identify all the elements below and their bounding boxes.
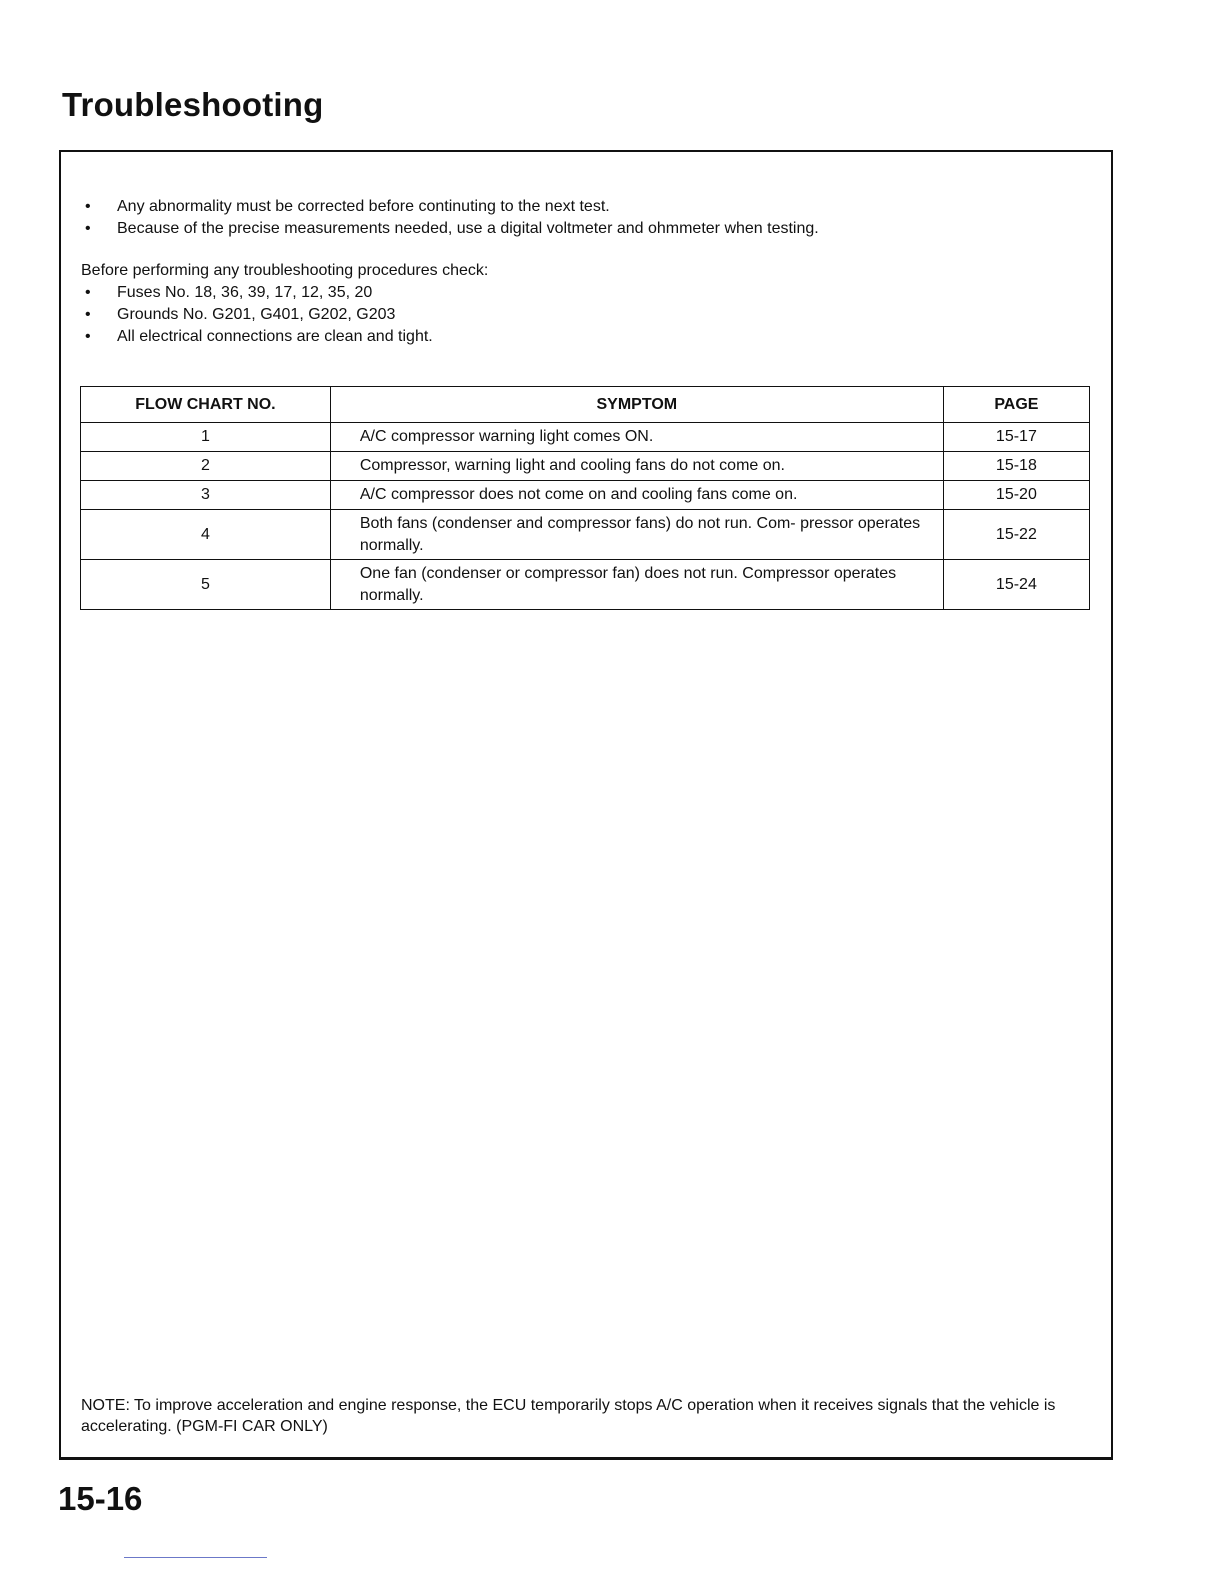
flow-chart-no-cell: 3 <box>81 481 331 510</box>
flow-chart-no-cell: 1 <box>81 423 331 452</box>
symptom-cell: A/C compressor warning light comes ON. <box>330 423 943 452</box>
header-page: PAGE <box>943 387 1089 423</box>
note-text: Any abnormality must be corrected before continuting to the next test. <box>117 198 610 215</box>
footnote-note: NOTE: To improve acceleration and engine response, the ECU temporarily stops A/C operation when it receives signals that the vehicle is accelerating. (PGM-FI CAR ONLY) <box>81 1397 1056 1435</box>
page-ref-cell: 15-22 <box>943 510 1089 560</box>
header-symptom: SYMPTOM <box>330 387 943 423</box>
symptom-cell: Both fans (condenser and compressor fans) do not run. Com- pressor operates normally. <box>330 510 943 560</box>
pre-check-intro: Before performing any troubleshooting procedures check: <box>81 262 489 279</box>
table-row <box>81 481 1090 510</box>
bullet-icon: • <box>85 284 91 301</box>
list-item <box>81 282 488 304</box>
table-row <box>81 452 1090 481</box>
page-ref-cell: 15-24 <box>943 560 1089 610</box>
content-frame <box>59 150 1113 1460</box>
bullet-icon: • <box>85 220 91 237</box>
page-ref-cell: 15-20 <box>943 481 1089 510</box>
table-header-row <box>81 387 1090 423</box>
pre-check-list <box>81 282 488 348</box>
pre-check-section <box>81 260 488 348</box>
symptom-cell: One fan (condenser or compressor fan) does not run. Compressor operates normally. <box>330 560 943 610</box>
list-item <box>81 196 819 218</box>
symptom-cell: Compressor, warning light and cooling fans do not come on. <box>330 452 943 481</box>
flow-chart-no-cell: 4 <box>81 510 331 560</box>
general-notes-list <box>81 196 819 240</box>
bullet-icon: • <box>85 198 91 215</box>
symptom-cell: A/C compressor does not come on and cooling fans come on. <box>330 481 943 510</box>
decorative-rule <box>124 1557 267 1558</box>
bullet-icon: • <box>85 306 91 323</box>
list-item <box>81 326 488 348</box>
symptom-table <box>80 386 1090 610</box>
bullet-icon: • <box>85 328 91 345</box>
page-ref-cell: 15-18 <box>943 452 1089 481</box>
note-text: Because of the precise measurements needed, use a digital voltmeter and ohmmeter when testing. <box>117 220 819 237</box>
page-number: 15-16 <box>58 1480 143 1517</box>
flow-chart-no-cell: 2 <box>81 452 331 481</box>
table-row <box>81 560 1090 610</box>
table-row <box>81 510 1090 560</box>
page-ref-cell: 15-17 <box>943 423 1089 452</box>
pre-check-item-fuses: Fuses No. 18, 36, 39, 17, 12, 35, 20 <box>117 284 373 301</box>
list-item <box>81 218 819 240</box>
pre-check-item-connections: All electrical connections are clean and tight. <box>117 328 433 345</box>
pre-check-item-grounds: Grounds No. G201, G401, G202, G203 <box>117 306 396 323</box>
page-title: Troubleshooting <box>62 86 324 123</box>
table-row <box>81 423 1090 452</box>
flow-chart-no-cell: 5 <box>81 560 331 610</box>
list-item <box>81 304 488 326</box>
header-flow-chart-no: FLOW CHART NO. <box>81 387 331 423</box>
